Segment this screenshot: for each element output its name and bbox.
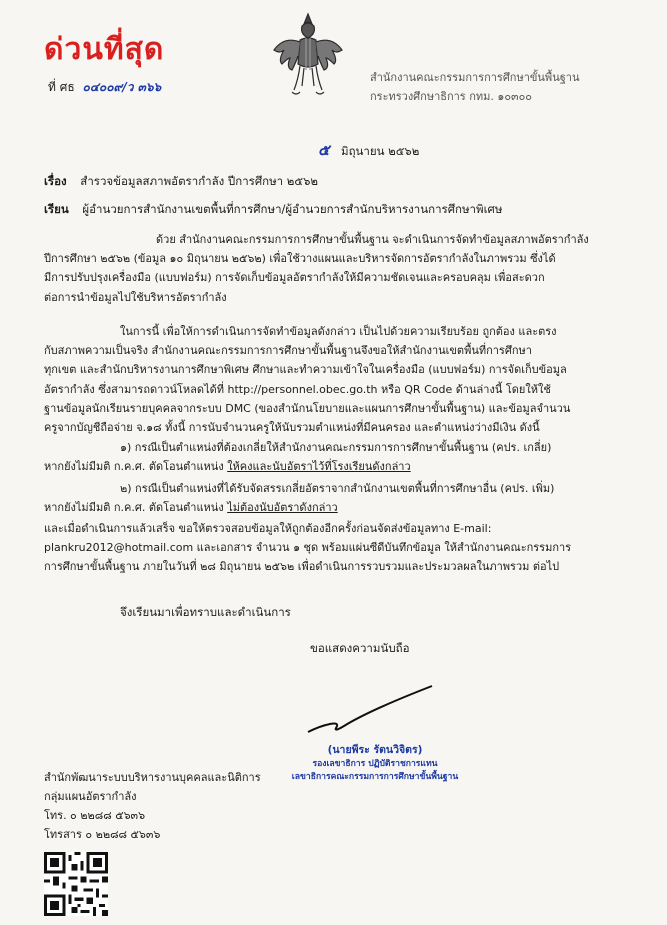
document-number-value: ๐๔๐๐๙/ว ๓๖๖ [82, 80, 162, 94]
signer-block [285, 741, 465, 784]
signer-name: (นายพีระ รัตนวิจิตร) [327, 744, 423, 756]
paragraph-3-line: การศึกษาขั้นพื้นฐาน ภายในวันที่ ๒๘ มิถุนายน ๒๕๖๒ เพื่อดำเนินการรวบรวมและประมวลผลในภาพรวม ต่อไป [44, 560, 560, 574]
recipient-line [44, 201, 502, 219]
paragraph-2 [44, 322, 622, 437]
item-1 [44, 438, 622, 476]
recipient-text: ผู้อำนวยการสำนักงานเขตพื้นที่การศึกษา/ผู้อำนวยการสำนักบริหารงานการศึกษาพิเศษ [82, 202, 503, 216]
signature [300, 680, 440, 740]
paragraph-2-line: ครูจากบัญชีถือจ่าย จ.๑๘ ทั้งนี้ การนับจำนวนครูให้นับรวมตำแหน่งที่มีคนครอง และตำแหน่งว่างมีเงิน ดังนี้ [44, 421, 540, 435]
agency-name: สำนักงานคณะกรรมการการศึกษาขั้นพื้นฐาน [370, 71, 580, 84]
letter-date [318, 138, 419, 162]
item-1-line2 [44, 457, 622, 476]
office-tel: โทร. ๐ ๒๒๘๘ ๕๖๓๖ [44, 809, 146, 822]
document-number [48, 78, 161, 97]
regards-line: ขอแสดงความนับถือ [310, 641, 410, 655]
office-group: กลุ่มแผนอัตรากำลัง [44, 790, 137, 803]
qr-code[interactable] [44, 852, 108, 916]
paragraph-3-line: และเมื่อดำเนินการแล้วเสร็จ ขอให้ตรวจสอบข้อมูลให้ถูกต้องอีกครั้งก่อนจัดส่งข้อมูลทาง E-mail: [44, 522, 492, 535]
signer-title-1: รองเลขาธิการ ปฏิบัติราชการแทน [312, 759, 438, 769]
item-2-prefix: หากยังไม่มีมติ ก.ค.ศ. ตัดโอนตำแหน่ง [44, 501, 228, 515]
subject-label: เรื่อง [44, 174, 67, 188]
subject-line [44, 173, 318, 191]
paragraph-2-line: ฐานข้อมูลนักเรียนรายบุคคลจากระบบ DMC (ของสำนักนโยบายและแผนการศึกษาขั้นพื้นฐาน) และข้อมูลจำนวน [44, 401, 571, 415]
date-month-year: มิถุนายน ๒๕๖๒ [341, 144, 420, 158]
agency-location: กระทรวงศึกษาธิการ กทม. ๑๐๓๐๐ [370, 90, 533, 103]
paragraph-2-line: ทุกเขต และสำนักบริหารงานการศึกษาพิเศษ ศึกษาและทำความเข้าใจในเครื่องมือ (แบบฟอร์ม) การจัดเก็บข้อมูล [44, 363, 567, 377]
subject-text: สำรวจข้อมูลสภาพอัตรากำลัง ปีการศึกษา ๒๕๖๒ [80, 174, 318, 188]
paragraph-2-line: อัตรากำลัง ซึ่งสามารถดาวน์โหลดได้ที่ http://personnel.obec.go.th หรือ QR Code ด้านล่างนี้ โดยให้ใช้ [44, 382, 551, 396]
item-2-line: ๒) กรณีเป็นตำแหน่งที่ได้รับจัดสรรเกลี่ยอัตราจากสำนักงานเขตพื้นที่การศึกษาอื่น (คปร. เพิ่ม) [120, 482, 555, 495]
paragraph-1-line: มีการปรับปรุงเครื่องมือ (แบบฟอร์ม) การจัดเก็บข้อมูลอัตรากำลังให้มีความชัดเจนและครอบคลุม เพื่อสะดวก [44, 271, 545, 285]
urgency-stamp: ด่วนที่สุด [44, 32, 165, 67]
item-1-prefix: หากยังไม่มีมติ ก.ค.ศ. ตัดโอนตำแหน่ง [44, 460, 228, 474]
paragraph-1-line: ปีการศึกษา ๒๕๖๒ (ข้อมูล ๑๐ มิถุนายน ๒๕๖๒) เพื่อใช้วางแผนและบริหารจัดการอัตรากำลังในภาพรวม ซึ่งได้ [44, 252, 556, 266]
signer-title-2: เลขาธิการคณะกรรมการการศึกษาขั้นพื้นฐาน [291, 772, 459, 782]
paragraph-1 [44, 230, 622, 307]
closing-line: จึงเรียนมาเพื่อทราบและดำเนินการ [120, 605, 291, 619]
paragraph-3-line: plankru2012@hotmail.com และเอกสาร จำนวน ๑ ชุด พร้อมแผ่นซีดีบันทึกข้อมูล ให้สำนักงานคณะกรรมการ [44, 541, 572, 555]
paragraph-2-line: กับสภาพความเป็นจริง สำนักงานคณะกรรมการการศึกษาขั้นพื้นฐานจึงขอให้สำนักงานเขตพื้นที่การศึกษา [44, 344, 532, 358]
office-name: สำนักพัฒนาระบบบริหารงานบุคคลและนิติการ [44, 771, 261, 784]
date-day: ๕ [318, 141, 330, 159]
garuda-emblem [270, 10, 346, 102]
issuing-office [44, 768, 261, 844]
paragraph-1-line: ด้วย สำนักงานคณะกรรมการการศึกษาขั้นพื้นฐาน จะดำเนินการจัดทำข้อมูลสภาพอัตรากำลัง [156, 233, 589, 246]
office-fax: โทรสาร ๐ ๒๒๘๘ ๕๖๓๖ [44, 828, 161, 841]
agency-address [370, 68, 579, 106]
item-1-line: ๑) กรณีเป็นตำแหน่งที่ต้องเกลี่ยให้สำนักงานคณะกรรมการการศึกษาขั้นพื้นฐาน (คปร. เกลี่ย) [120, 441, 552, 454]
recipient-label: เรียน [44, 202, 69, 216]
paragraph-3 [44, 519, 622, 577]
item-2-underlined: ไม่ต้องนับอัตราดังกล่าว [227, 501, 338, 515]
item-1-underlined: ให้คงและนับอัตราไว้ที่โรงเรียนดังกล่าว [227, 460, 411, 474]
item-2-line2 [44, 498, 622, 517]
paragraph-2-line: ในการนี้ เพื่อให้การดำเนินการจัดทำข้อมูลดังกล่าว เป็นไปด้วยความเรียบร้อย ถูกต้อง และตรง [120, 325, 557, 338]
item-2 [44, 479, 622, 517]
paragraph-1-line: ต่อการนำข้อมูลไปใช้บริหารอัตรากำลัง [44, 290, 227, 304]
document-number-label: ที่ ศธ [48, 80, 75, 94]
